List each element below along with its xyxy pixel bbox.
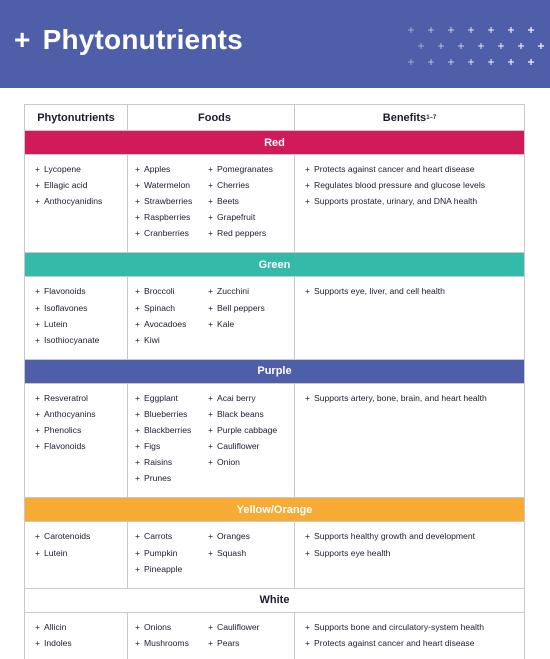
list-item: + Onions bbox=[135, 622, 208, 633]
group-header-white: White bbox=[25, 589, 524, 613]
list-item: + Red peppers bbox=[208, 228, 288, 239]
list-item: + Flavonoids bbox=[35, 286, 127, 297]
list-item: + Oranges bbox=[208, 531, 288, 542]
list-item: + Squash bbox=[208, 548, 288, 559]
list-item: + Pomegranates bbox=[208, 164, 288, 175]
list-item: + Flavonoids bbox=[35, 441, 127, 452]
list-item: + Allicin bbox=[35, 622, 127, 633]
foods-cell bbox=[128, 613, 295, 659]
list-item: + Beets bbox=[208, 196, 288, 207]
sparkle-icon bbox=[438, 43, 444, 49]
foods-list bbox=[135, 531, 208, 574]
foods-column-2 bbox=[208, 286, 288, 350]
list-item: + Isothiocyanate bbox=[35, 335, 127, 346]
foods-list bbox=[208, 622, 288, 649]
sparkle-icon bbox=[408, 27, 414, 33]
benefits-header-text: Benefits bbox=[382, 111, 427, 124]
table-row bbox=[25, 155, 524, 253]
list-item: + Apples bbox=[135, 164, 208, 175]
list-item: + Anthocyanidins bbox=[35, 196, 127, 207]
list-item: + Grapefruit bbox=[208, 212, 288, 223]
benefits-list bbox=[305, 531, 524, 558]
foods-column-1 bbox=[135, 286, 208, 350]
list-item: + Cauliflower bbox=[208, 441, 288, 452]
sparkle-icon bbox=[448, 27, 454, 33]
list-item: + Kiwi bbox=[135, 335, 208, 346]
list-item: + Black beans bbox=[208, 409, 288, 420]
benefits-list bbox=[305, 622, 524, 649]
list-item: + Lutein bbox=[35, 548, 127, 559]
foods-list bbox=[135, 393, 208, 484]
list-item: + Prunes bbox=[135, 473, 208, 484]
list-item: + Raisins bbox=[135, 457, 208, 468]
sparkle-icon bbox=[508, 27, 514, 33]
foods-cell bbox=[128, 155, 295, 252]
list-item: + Supports artery, bone, brain, and heart health bbox=[305, 393, 524, 404]
page-title-text: Phytonutrients bbox=[42, 24, 243, 55]
list-item: + Kale bbox=[208, 319, 288, 330]
list-item: + Purple cabbage bbox=[208, 425, 288, 436]
foods-cell bbox=[128, 384, 295, 498]
sparkle-icon bbox=[538, 43, 544, 49]
list-item: + Phenolics bbox=[35, 425, 127, 436]
group-header-red: Red bbox=[25, 131, 524, 155]
foods-column-2 bbox=[208, 622, 288, 654]
group-header-yellow-orange: Yellow/Orange bbox=[25, 498, 524, 522]
phytonutrients-list bbox=[35, 286, 127, 345]
list-item: + Mushrooms bbox=[135, 638, 208, 649]
sparkle-icon bbox=[418, 43, 424, 49]
sparkle-icon bbox=[478, 43, 484, 49]
benefits-cell bbox=[295, 384, 524, 498]
foods-column-2 bbox=[208, 393, 288, 490]
phytonutrients-list bbox=[35, 531, 127, 558]
color-groups bbox=[25, 131, 524, 659]
sparkle-icon bbox=[408, 59, 414, 65]
foods-list bbox=[135, 286, 208, 345]
page-header bbox=[0, 0, 550, 88]
list-item: + Cranberries bbox=[135, 228, 208, 239]
phytonutrients-cell bbox=[25, 155, 128, 252]
foods-list bbox=[208, 531, 288, 558]
list-item: + Supports bone and circulatory-system health bbox=[305, 622, 524, 633]
sparkle-icon bbox=[428, 59, 434, 65]
foods-column-1 bbox=[135, 622, 208, 654]
foods-column-1 bbox=[135, 393, 208, 490]
list-item: + Indoles bbox=[35, 638, 127, 649]
list-item: + Supports eye, liver, and cell health bbox=[305, 286, 524, 297]
table-row bbox=[25, 277, 524, 359]
list-item: + Eggplant bbox=[135, 393, 208, 404]
list-item: + Resveratrol bbox=[35, 393, 127, 404]
list-item: + Regulates blood pressure and glucose levels bbox=[305, 180, 524, 191]
sparkle-icon bbox=[528, 59, 534, 65]
list-item: + Supports healthy growth and development bbox=[305, 531, 524, 542]
column-header-benefits bbox=[295, 105, 524, 130]
list-item: + Pears bbox=[208, 638, 288, 649]
sparkle-icon bbox=[528, 27, 534, 33]
foods-list bbox=[208, 164, 288, 239]
benefits-cell bbox=[295, 155, 524, 252]
phytonutrients-table bbox=[24, 104, 525, 659]
sparkle-icon bbox=[458, 43, 464, 49]
sparkle-icon bbox=[498, 43, 504, 49]
table-header-row bbox=[25, 105, 524, 131]
foods-column-1 bbox=[135, 164, 208, 244]
list-item: + Blueberries bbox=[135, 409, 208, 420]
foods-list bbox=[135, 622, 208, 649]
foods-list bbox=[208, 286, 288, 329]
sparkle-icon bbox=[468, 59, 474, 65]
benefits-list bbox=[305, 286, 524, 297]
list-item: + Raspberries bbox=[135, 212, 208, 223]
list-item: + Pumpkin bbox=[135, 548, 208, 559]
list-item: + Protects against cancer and heart disease bbox=[305, 638, 524, 649]
phytonutrients-list bbox=[35, 622, 127, 649]
list-item: + Supports eye health bbox=[305, 548, 524, 559]
foods-column-2 bbox=[208, 531, 288, 579]
sparkle-icon bbox=[508, 59, 514, 65]
benefits-citation: 1–7 bbox=[426, 114, 437, 121]
benefits-cell bbox=[295, 522, 524, 587]
list-item: + Supports prostate, urinary, and DNA health bbox=[305, 196, 524, 207]
phytonutrients-cell bbox=[25, 277, 128, 358]
group-header-purple: Purple bbox=[25, 360, 524, 384]
list-item: + Bell peppers bbox=[208, 303, 288, 314]
phytonutrients-list bbox=[35, 393, 127, 452]
column-header-foods: Foods bbox=[128, 105, 295, 130]
list-item: + Avocadoes bbox=[135, 319, 208, 330]
group-header-green: Green bbox=[25, 253, 524, 277]
sparkle-icon bbox=[488, 59, 494, 65]
list-item: + Pineapple bbox=[135, 564, 208, 575]
phytonutrients-list bbox=[35, 164, 127, 207]
foods-column-1 bbox=[135, 531, 208, 579]
table-row bbox=[25, 613, 524, 659]
list-item: + Lutein bbox=[35, 319, 127, 330]
sparkle-icon bbox=[448, 59, 454, 65]
foods-column-2 bbox=[208, 164, 288, 244]
list-item: + Ellagic acid bbox=[35, 180, 127, 191]
list-item: + Acai berry bbox=[208, 393, 288, 404]
list-item: + Watermelon bbox=[135, 180, 208, 191]
table-row bbox=[25, 384, 524, 499]
list-item: + Spinach bbox=[135, 303, 208, 314]
phytonutrients-cell bbox=[25, 613, 128, 659]
sparkle-pattern-icon bbox=[405, 24, 545, 68]
column-header-phytonutrients: Phytonutrients bbox=[25, 105, 128, 130]
list-item: + Figs bbox=[135, 441, 208, 452]
sparkle-icon bbox=[518, 43, 524, 49]
list-item: + Anthocyanins bbox=[35, 409, 127, 420]
foods-cell bbox=[128, 277, 295, 358]
list-item: + Broccoli bbox=[135, 286, 208, 297]
benefits-list bbox=[305, 393, 524, 404]
list-item: + Onion bbox=[208, 457, 288, 468]
phytonutrients-cell bbox=[25, 522, 128, 587]
benefits-list bbox=[305, 164, 524, 207]
list-item: + Isoflavones bbox=[35, 303, 127, 314]
list-item: + Carotenoids bbox=[35, 531, 127, 542]
sparkle-icon bbox=[468, 27, 474, 33]
list-item: + Cauliflower bbox=[208, 622, 288, 633]
list-item: + Protects against cancer and heart disease bbox=[305, 164, 524, 175]
sparkle-icon bbox=[488, 27, 494, 33]
list-item: + Blackberries bbox=[135, 425, 208, 436]
plus-icon: + bbox=[14, 24, 31, 55]
list-item: + Cherries bbox=[208, 180, 288, 191]
list-item: + Lycopene bbox=[35, 164, 127, 175]
phytonutrients-cell bbox=[25, 384, 128, 498]
benefits-cell bbox=[295, 613, 524, 659]
list-item: + Carrots bbox=[135, 531, 208, 542]
foods-list bbox=[208, 393, 288, 468]
benefits-cell bbox=[295, 277, 524, 358]
foods-list bbox=[135, 164, 208, 239]
table-row bbox=[25, 522, 524, 588]
list-item: + Strawberries bbox=[135, 196, 208, 207]
sparkle-icon bbox=[428, 27, 434, 33]
foods-cell bbox=[128, 522, 295, 587]
list-item: + Zucchini bbox=[208, 286, 288, 297]
page-title bbox=[14, 24, 243, 56]
